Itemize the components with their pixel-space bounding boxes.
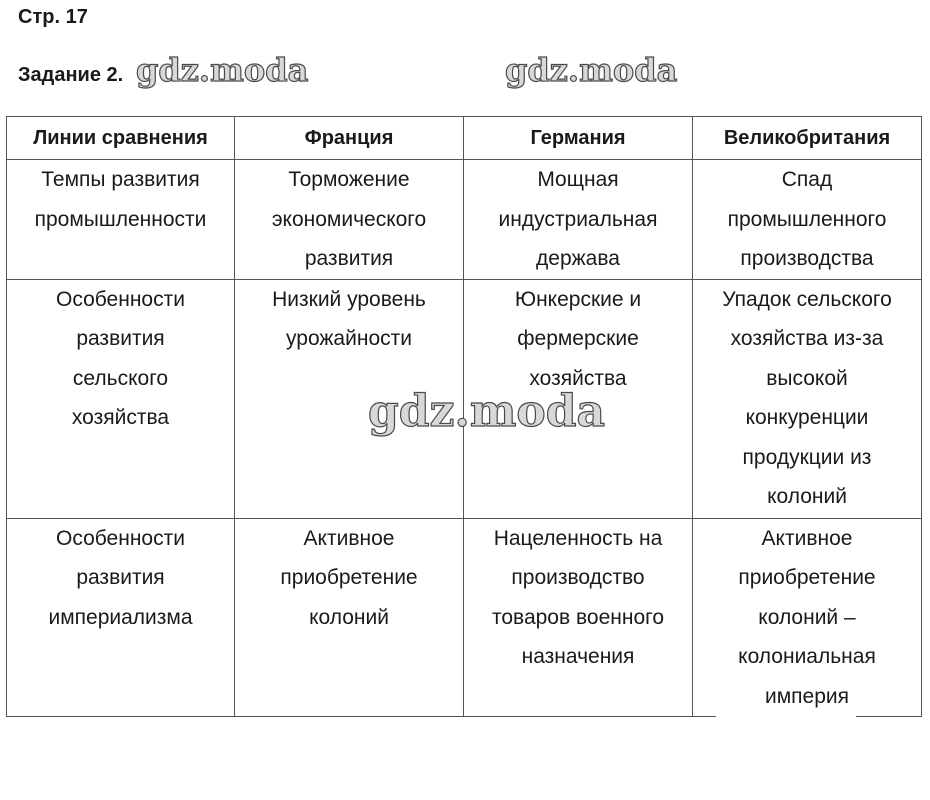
watermark-logo: gdz.moda [505,51,678,89]
table-cell: Темпы развития промышленности [7,160,235,280]
table-cell: Активное приобретение колоний [235,518,464,717]
watermark-logo: gdz.moda [136,51,309,89]
header-great-britain: Великобритания [693,117,922,160]
scan-artifact [716,712,856,718]
table-row [7,518,922,717]
header-germany: Германия [464,117,693,160]
task-label: Задание 2. [18,64,124,86]
table-cell: Нацеленность на производство товаров военного назначения [464,518,693,717]
table-cell: Низкий уровень урожайности [235,279,464,518]
header-comparison-lines: Линии сравнения [7,117,235,160]
table-cell: Особенности развития империализма [7,518,235,717]
table-cell: Активное приобретение колоний – колониальная империя [693,518,922,717]
page-number-label: Стр. 17 [18,6,88,28]
table-cell: Мощная индустриальная держава [464,160,693,280]
table-header-row [7,117,922,160]
table-cell: Спад промышленного производства [693,160,922,280]
table-cell: Юнкерские и фермерские хозяйства [464,279,693,518]
table-cell: Особенности развития сельского хозяйства [7,279,235,518]
table-cell: Упадок сельского хозяйства из-за высокой конкуренции продукции из колоний [693,279,922,518]
watermark-logo: gdz.moda [368,386,606,437]
table-cell: Торможение экономического развития [235,160,464,280]
table-row [7,160,922,280]
header-france: Франция [235,117,464,160]
